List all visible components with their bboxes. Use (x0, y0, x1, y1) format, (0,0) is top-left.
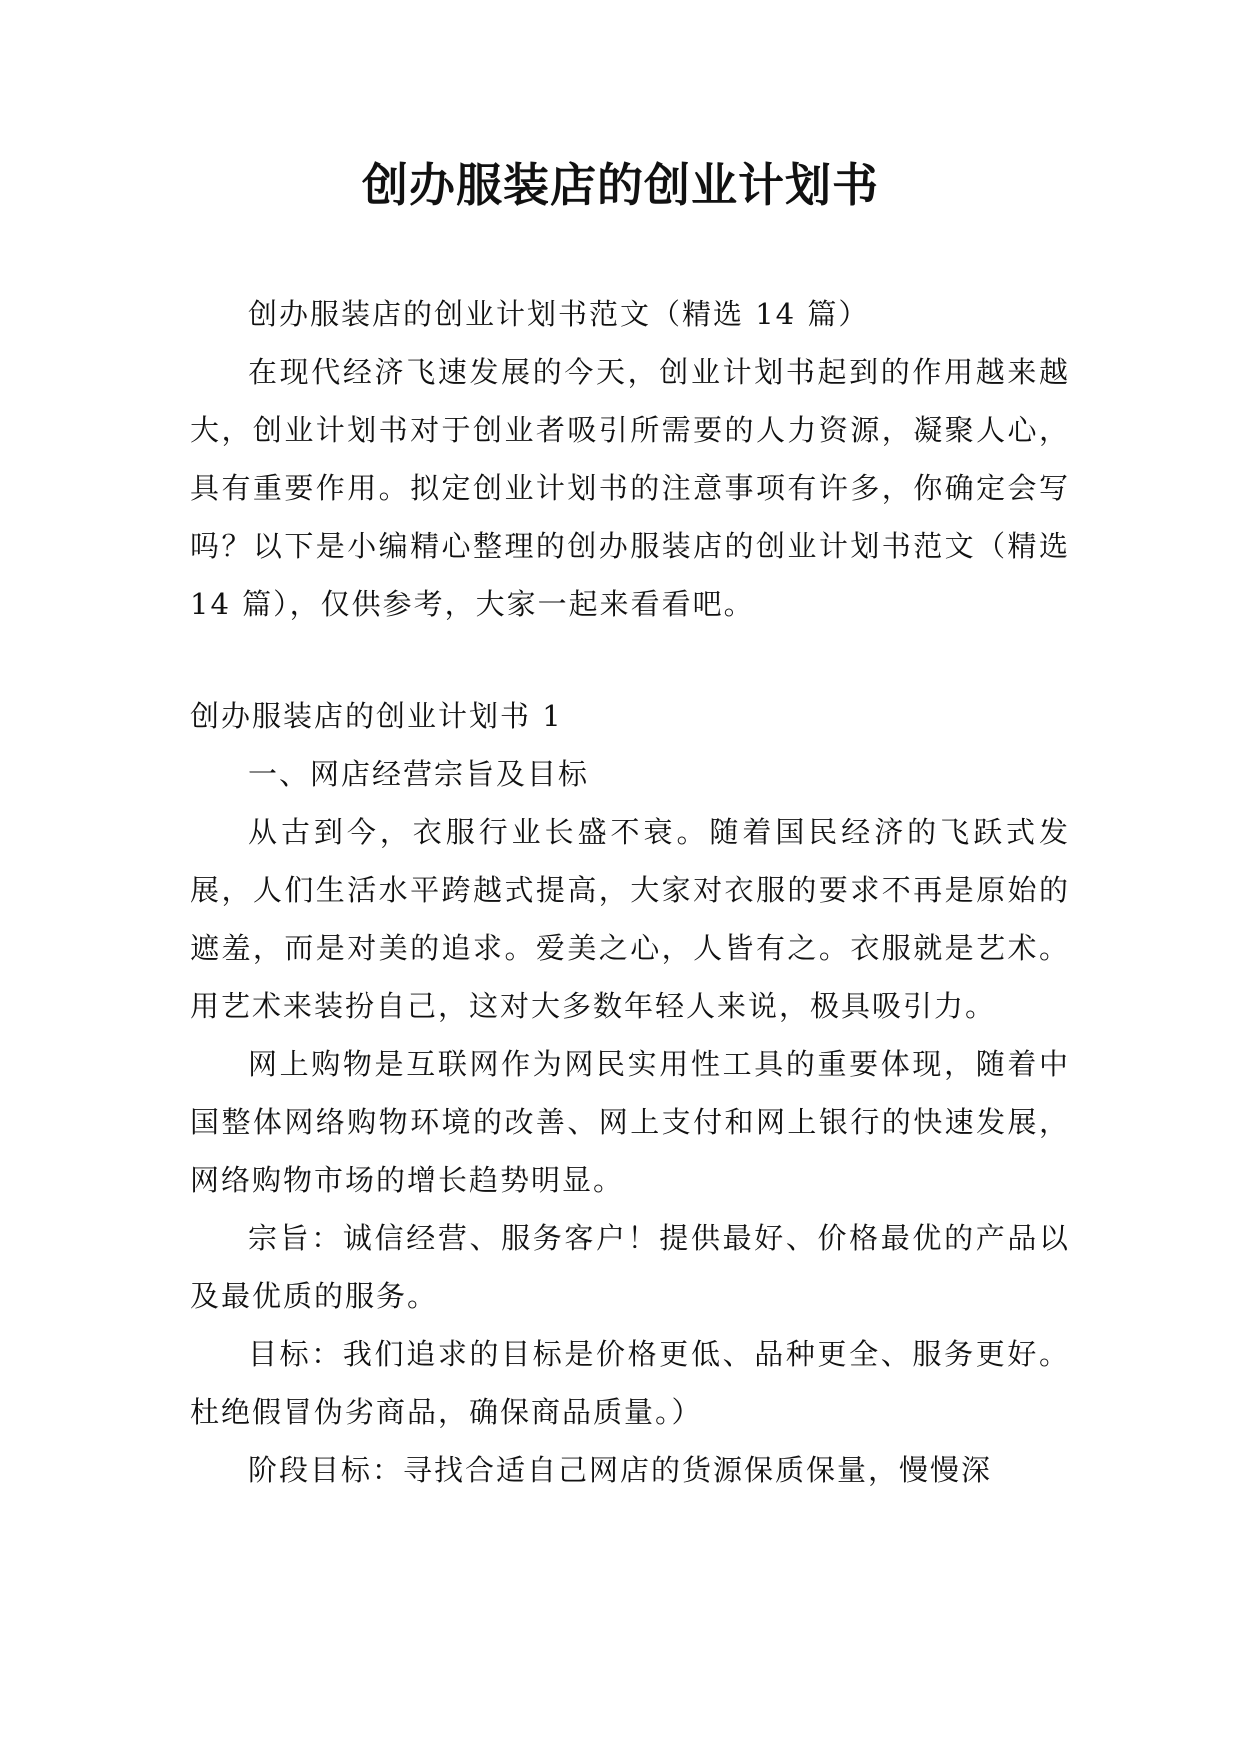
intro-paragraph: 在现代经济飞速发展的今天，创业计划书起到的作用越来越大，创业计划书对于创业者吸引所需要的人力资源，凝聚人心，具有重要作用。拟定创业计划书的注意事项有许多，你确定会写吗？以下是小编精心整理的创办服装店的创业计划书范文（精选 14 篇），仅供参考，大家一起来看看吧。 (190, 355, 1070, 621)
document-title: 创办服装店的创业计划书 (362, 158, 879, 212)
subheading-1: 一、网店经营宗旨及目标 (248, 757, 590, 791)
body-paragraph-4: 目标：我们追求的目标是价格更低、品种更全、服务更好。杜绝假冒伪劣商品，确保商品质量。） (190, 1337, 1070, 1429)
body-paragraph-2: 网上购物是互联网作为网民实用性工具的重要体现，随着中国整体网络购物环境的改善、网上支付和网上银行的快速发展，网络购物市场的增长趋势明显。 (190, 1047, 1070, 1197)
document-body (190, 285, 1070, 1499)
intro-heading-paragraph: 创办服装店的创业计划书范文（精选 14 篇） (248, 297, 870, 331)
body-paragraph-1: 从古到今，衣服行业长盛不衰。随着国民经济的飞跃式发展，人们生活水平跨越式提高，大家对衣服的要求不再是原始的遮羞，而是对美的追求。爱美之心，人皆有之。衣服就是艺术。用艺术来装扮自己，这对大多数年轻人来说，极具吸引力。 (190, 815, 1070, 1023)
body-paragraph-3: 宗旨：诚信经营、服务客户！提供最好、价格最优的产品以及最优质的服务。 (190, 1221, 1070, 1313)
section-1-title: 创办服装店的创业计划书 1 (190, 699, 563, 733)
body-paragraph-5: 阶段目标：寻找合适自己网店的货源保质保量，慢慢深 (248, 1453, 993, 1487)
section-spacer (190, 633, 1070, 687)
